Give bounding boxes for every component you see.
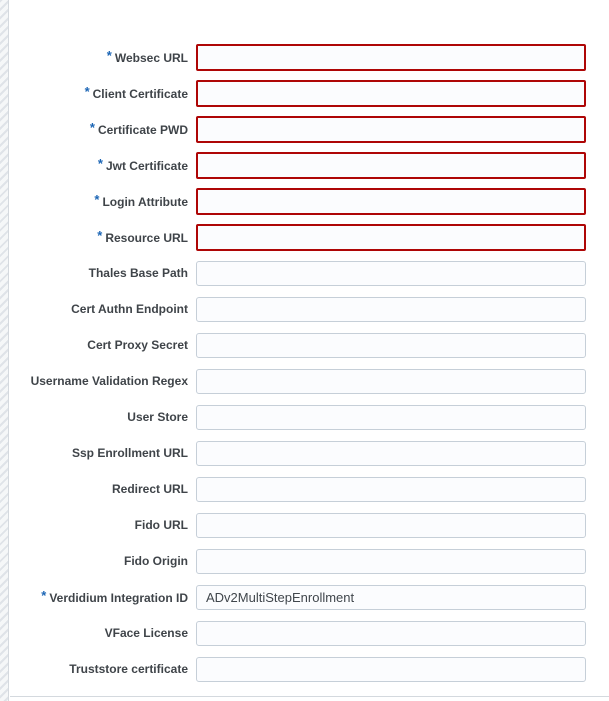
field-label: Websec URL	[114, 50, 188, 65]
form-field-row	[10, 183, 609, 219]
field-label: Cert Authn Endpoint	[71, 302, 188, 316]
field-input[interactable]	[196, 44, 586, 71]
field-label: Jwt Certificate	[105, 158, 188, 173]
field-label: Verdidium Integration ID	[49, 590, 188, 605]
field-label-cell	[10, 155, 188, 173]
form-field-row	[10, 75, 609, 111]
form-field-row	[10, 435, 609, 471]
field-label-cell	[10, 83, 188, 101]
field-input[interactable]	[196, 405, 586, 430]
form-field-row	[10, 399, 609, 435]
required-asterisk: *	[106, 47, 112, 63]
form-field-row	[10, 291, 609, 327]
field-label-cell	[10, 519, 188, 531]
field-label-cell	[10, 447, 188, 459]
field-input[interactable]	[196, 261, 586, 286]
field-label-cell	[10, 227, 188, 245]
field-label-cell	[10, 587, 188, 605]
field-label: Client Certificate	[92, 86, 188, 101]
field-input[interactable]	[196, 441, 586, 466]
form	[10, 39, 609, 687]
field-label: Ssp Enrollment URL	[71, 446, 188, 460]
form-field-row	[10, 39, 609, 75]
field-label: Thales Base Path	[88, 266, 188, 280]
field-label: User Store	[127, 410, 188, 424]
required-asterisk: *	[94, 191, 100, 207]
required-asterisk: *	[97, 155, 103, 171]
field-label-cell	[10, 627, 188, 639]
field-label: Redirect URL	[111, 482, 188, 496]
field-label: Truststore certificate	[69, 662, 188, 676]
field-label-cell	[10, 47, 188, 65]
form-field-row	[10, 471, 609, 507]
form-field-row	[10, 219, 609, 255]
field-input[interactable]	[196, 224, 586, 251]
field-label: Fido URL	[134, 518, 188, 532]
field-label-cell	[10, 339, 188, 351]
field-label: Fido Origin	[124, 554, 188, 568]
field-input[interactable]	[196, 477, 586, 502]
field-label: VFace License	[104, 626, 188, 640]
field-input[interactable]	[196, 621, 586, 646]
settings-form-panel	[10, 0, 609, 697]
field-input[interactable]	[196, 80, 586, 107]
field-label: Login Attribute	[102, 194, 188, 209]
field-label-cell	[10, 555, 188, 567]
required-asterisk: *	[97, 227, 103, 243]
form-field-row	[10, 255, 609, 291]
field-label-cell	[10, 375, 188, 387]
field-input[interactable]	[196, 152, 586, 179]
panel-splitter-gutter[interactable]	[0, 0, 9, 701]
form-field-row	[10, 147, 609, 183]
field-label-cell	[10, 411, 188, 423]
field-label: Cert Proxy Secret	[87, 338, 188, 352]
required-asterisk: *	[89, 119, 95, 135]
field-label: Username Validation Regex	[30, 374, 188, 388]
field-label: Certificate PWD	[97, 122, 188, 137]
field-input[interactable]	[196, 188, 586, 215]
form-field-row	[10, 363, 609, 399]
form-field-row	[10, 327, 609, 363]
required-asterisk: *	[84, 83, 90, 99]
field-input[interactable]	[196, 369, 586, 394]
field-input[interactable]	[196, 513, 586, 538]
field-input[interactable]	[196, 116, 586, 143]
field-input[interactable]	[196, 657, 586, 682]
form-field-row	[10, 507, 609, 543]
field-input[interactable]	[196, 549, 586, 574]
field-label-cell	[10, 483, 188, 495]
field-label-cell	[10, 663, 188, 675]
form-field-row	[10, 651, 609, 687]
field-input[interactable]	[196, 297, 586, 322]
field-label-cell	[10, 191, 188, 209]
field-label-cell	[10, 119, 188, 137]
field-label: Resource URL	[105, 230, 188, 245]
field-label-cell	[10, 303, 188, 315]
field-label-cell	[10, 267, 188, 279]
form-field-row	[10, 579, 609, 615]
form-field-row	[10, 543, 609, 579]
required-asterisk: *	[41, 587, 47, 603]
form-field-row	[10, 615, 609, 651]
form-field-row	[10, 111, 609, 147]
field-input[interactable]	[196, 585, 586, 610]
field-input[interactable]	[196, 333, 586, 358]
